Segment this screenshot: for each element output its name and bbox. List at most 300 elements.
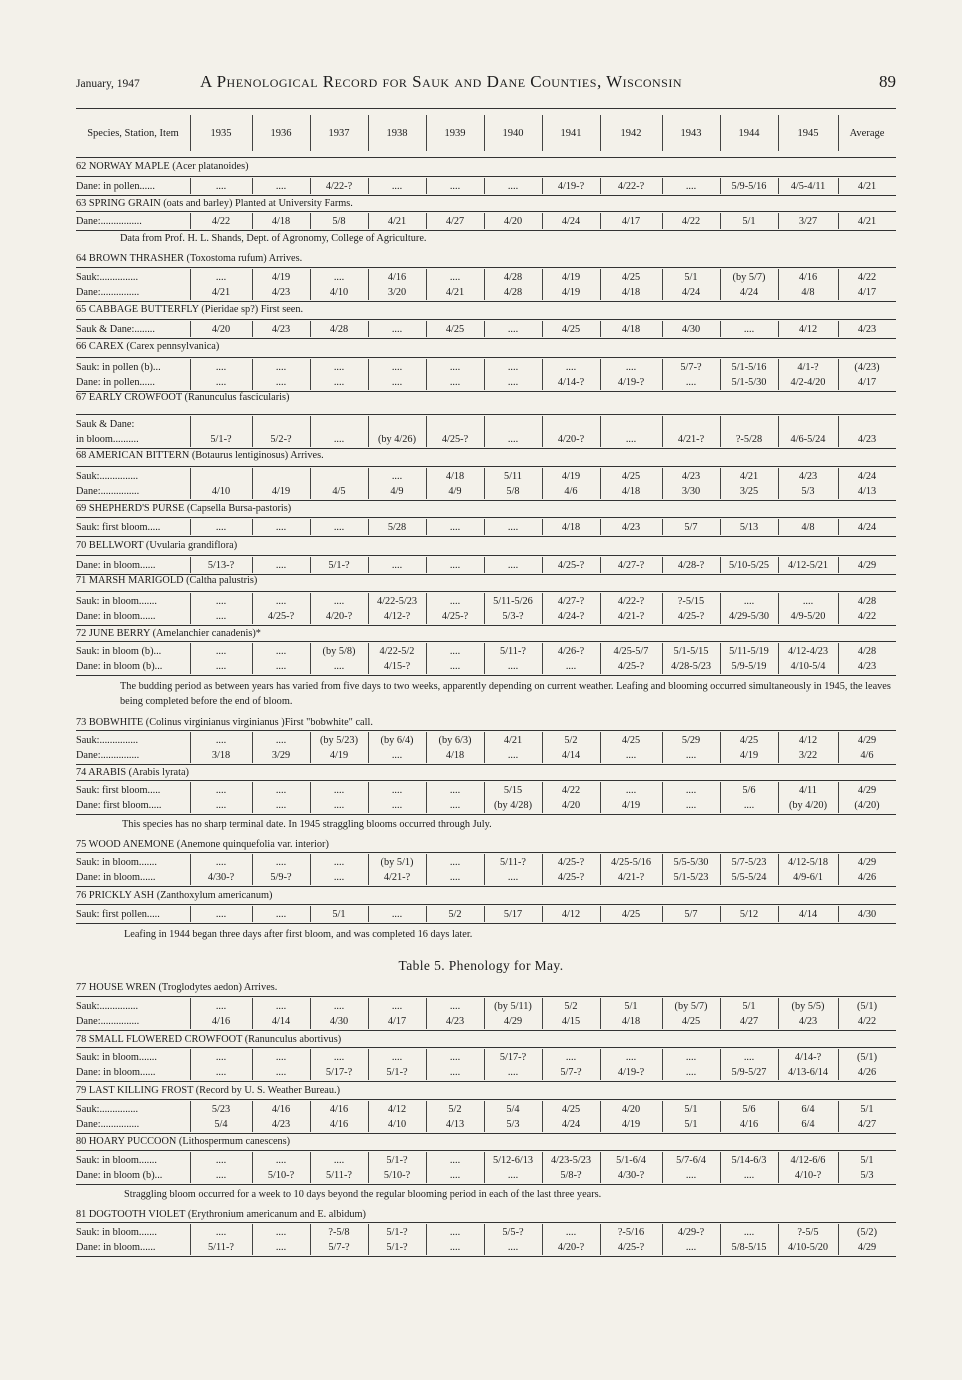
column-divider bbox=[720, 557, 721, 573]
data-cell: 4/6 bbox=[564, 486, 578, 497]
row-label: Sauk & Dane: bbox=[76, 419, 135, 430]
table-rule bbox=[76, 641, 896, 642]
data-cell: (by 5/11) bbox=[494, 1001, 532, 1012]
column-divider bbox=[426, 321, 427, 337]
data-cell: 5/11 bbox=[504, 471, 522, 482]
data-cell: 5/8-5/15 bbox=[731, 1242, 767, 1253]
column-divider bbox=[252, 213, 253, 229]
data-cell: 5/8 bbox=[332, 216, 346, 227]
column-divider bbox=[542, 359, 543, 390]
data-cell: 4/25-? bbox=[617, 661, 645, 672]
data-cell: .... bbox=[449, 1001, 461, 1012]
column-divider bbox=[778, 1049, 779, 1080]
column-divider bbox=[542, 416, 543, 447]
column-divider bbox=[368, 269, 369, 300]
data-cell: 4/20-? bbox=[325, 611, 353, 622]
column-divider bbox=[662, 178, 663, 194]
column-divider bbox=[252, 269, 253, 300]
data-cell: .... bbox=[449, 1242, 461, 1253]
column-divider bbox=[368, 359, 369, 390]
column-divider bbox=[720, 178, 721, 194]
column-divider bbox=[778, 593, 779, 624]
data-cell: .... bbox=[507, 434, 519, 445]
table5-title: Table 5. Phenology for May. bbox=[398, 958, 564, 973]
column-divider bbox=[190, 732, 191, 763]
data-cell: .... bbox=[275, 1001, 287, 1012]
data-cell: 5/17 bbox=[503, 909, 523, 920]
data-cell: .... bbox=[507, 1242, 519, 1253]
column-divider bbox=[838, 178, 839, 194]
data-cell: 5/7-? bbox=[328, 1242, 350, 1253]
column-divider bbox=[426, 416, 427, 447]
column-divider bbox=[310, 782, 311, 813]
data-cell: (by 6/3) bbox=[438, 735, 472, 746]
data-cell: 5/2 bbox=[448, 1104, 462, 1115]
data-cell: .... bbox=[565, 1052, 577, 1063]
data-cell: 5/3 bbox=[506, 1119, 520, 1130]
column-divider bbox=[252, 906, 253, 922]
data-cell: 4/12 bbox=[798, 735, 818, 746]
column-divider bbox=[838, 1101, 839, 1132]
data-cell: ?-5/15 bbox=[677, 596, 705, 607]
data-cell: 4/17 bbox=[387, 1016, 407, 1027]
data-cell: 4/14 bbox=[798, 909, 818, 920]
column-divider bbox=[720, 1152, 721, 1183]
data-cell: 5/4 bbox=[214, 1119, 228, 1130]
data-cell: .... bbox=[625, 434, 637, 445]
row-label: Dane:............... bbox=[76, 1016, 140, 1027]
data-cell: 4/23 bbox=[857, 661, 877, 672]
data-cell: 4/9-5/20 bbox=[790, 611, 826, 622]
column-divider bbox=[484, 178, 485, 194]
data-cell: .... bbox=[449, 522, 461, 533]
data-cell: 5/9-5/19 bbox=[731, 661, 767, 672]
table-rule bbox=[76, 1256, 896, 1257]
data-cell: .... bbox=[333, 785, 345, 796]
data-cell: 4/23 bbox=[445, 1016, 465, 1027]
data-cell: 5/23 bbox=[211, 1104, 231, 1115]
data-cell: 4/6 bbox=[860, 750, 874, 761]
data-cell: 4/22-5/2 bbox=[379, 646, 415, 657]
data-cell: 5/9-5/27 bbox=[731, 1067, 767, 1078]
row-label: Dane: first bloom..... bbox=[76, 800, 162, 811]
data-cell: .... bbox=[507, 181, 519, 192]
table-row bbox=[76, 1067, 896, 1081]
column-divider bbox=[778, 213, 779, 229]
data-cell: 4/12 bbox=[387, 1104, 407, 1115]
column-divider bbox=[838, 416, 839, 447]
table-rule bbox=[76, 555, 896, 556]
data-cell: .... bbox=[215, 611, 227, 622]
data-cell: 4/19 bbox=[561, 287, 581, 298]
data-cell: 4/28-5/23 bbox=[670, 661, 712, 672]
column-divider bbox=[484, 906, 485, 922]
data-cell: (5/1) bbox=[856, 1052, 877, 1063]
data-cell: 5/11-? bbox=[208, 1242, 234, 1253]
column-divider bbox=[426, 732, 427, 763]
row-label: Sauk: first bloom..... bbox=[76, 522, 161, 533]
data-cell: .... bbox=[449, 1227, 461, 1238]
data-cell: 4/10-5/4 bbox=[790, 661, 826, 672]
column-divider bbox=[662, 269, 663, 300]
column-divider bbox=[662, 213, 663, 229]
column-divider bbox=[778, 468, 779, 499]
data-cell: 4/18 bbox=[621, 486, 641, 497]
data-cell: .... bbox=[391, 909, 403, 920]
data-cell: .... bbox=[333, 1155, 345, 1166]
column-divider bbox=[778, 998, 779, 1029]
table-rule bbox=[76, 730, 896, 731]
data-cell: 5/1 bbox=[624, 1001, 638, 1012]
data-cell: 4/12-? bbox=[383, 611, 411, 622]
data-cell: 5/17-? bbox=[499, 1052, 527, 1063]
data-cell: .... bbox=[391, 471, 403, 482]
data-cell: 5/2 bbox=[564, 735, 578, 746]
column-divider bbox=[662, 998, 663, 1029]
data-cell: 4/23 bbox=[857, 434, 877, 445]
data-cell: .... bbox=[685, 1067, 697, 1078]
column-divider bbox=[600, 854, 601, 885]
row-label: Dane:................ bbox=[76, 216, 142, 227]
column-divider bbox=[542, 1101, 543, 1132]
column-divider bbox=[600, 416, 601, 447]
data-cell: 4/21 bbox=[739, 471, 759, 482]
data-cell: 5/9-5/16 bbox=[731, 181, 767, 192]
data-cell: 5/3 bbox=[801, 486, 815, 497]
column-divider bbox=[662, 321, 663, 337]
data-cell: 5/11-5/19 bbox=[729, 646, 769, 657]
data-cell: (by 5/7) bbox=[732, 272, 766, 283]
species-heading: 79 LAST KILLING FROST (Record by U. S. Weather Bureau.) bbox=[76, 1085, 340, 1096]
row-label: Sauk: in bloom (b)... bbox=[76, 646, 162, 657]
data-cell: (by 4/28) bbox=[493, 800, 533, 811]
data-cell: .... bbox=[275, 522, 287, 533]
column-divider bbox=[484, 519, 485, 535]
column-divider bbox=[310, 557, 311, 573]
data-cell: 4/15-? bbox=[383, 661, 411, 672]
column-divider bbox=[838, 643, 839, 674]
column-divider bbox=[310, 1224, 311, 1255]
column-divider bbox=[542, 854, 543, 885]
data-cell: 4/25 bbox=[681, 1016, 701, 1027]
column-divider bbox=[310, 468, 311, 499]
table-row bbox=[76, 1001, 896, 1015]
column-divider bbox=[484, 782, 485, 813]
column-divider bbox=[662, 906, 663, 922]
column-divider bbox=[542, 1049, 543, 1080]
data-cell: 4/23-5/23 bbox=[550, 1155, 592, 1166]
data-cell: 5/11-? bbox=[326, 1170, 352, 1181]
column-divider bbox=[838, 115, 839, 151]
column-divider bbox=[720, 468, 721, 499]
data-cell: .... bbox=[743, 1170, 755, 1181]
data-cell: 4/22 bbox=[857, 1016, 877, 1027]
column-divider bbox=[542, 178, 543, 194]
table-rule bbox=[76, 625, 896, 626]
column-divider bbox=[838, 1049, 839, 1080]
table-rule bbox=[76, 591, 896, 592]
column-divider bbox=[310, 178, 311, 194]
column-divider bbox=[838, 519, 839, 535]
data-cell: 4/22 bbox=[681, 216, 701, 227]
column-divider bbox=[368, 519, 369, 535]
column-divider bbox=[426, 269, 427, 300]
data-cell: .... bbox=[215, 857, 227, 868]
column-header: 1937 bbox=[328, 127, 350, 139]
column-divider bbox=[720, 213, 721, 229]
data-cell: .... bbox=[685, 1170, 697, 1181]
data-cell: .... bbox=[333, 872, 345, 883]
data-cell: 6/4 bbox=[801, 1104, 815, 1115]
data-cell: 4/21 bbox=[445, 287, 465, 298]
data-cell: 4/21 bbox=[211, 287, 231, 298]
column-divider bbox=[600, 782, 601, 813]
data-cell: .... bbox=[507, 1170, 519, 1181]
column-divider bbox=[190, 115, 191, 151]
data-cell: 5/29 bbox=[681, 735, 701, 746]
data-cell: 4/28 bbox=[329, 324, 349, 335]
data-cell: 4/30 bbox=[329, 1016, 349, 1027]
data-cell: 4/27-? bbox=[557, 596, 585, 607]
row-label: Dane: in bloom...... bbox=[76, 1067, 156, 1078]
data-cell: (by 5/7) bbox=[674, 1001, 708, 1012]
row-label: Dane:............... bbox=[76, 1119, 140, 1130]
data-cell: 4/22 bbox=[857, 611, 877, 622]
table-rule bbox=[76, 1150, 896, 1151]
data-cell: 5/1-5/23 bbox=[673, 872, 709, 883]
column-divider bbox=[190, 906, 191, 922]
column-divider bbox=[600, 519, 601, 535]
data-cell: 4/25-? bbox=[557, 560, 585, 571]
column-divider bbox=[662, 1101, 663, 1132]
column-divider bbox=[778, 854, 779, 885]
table-row bbox=[76, 800, 896, 814]
column-divider bbox=[426, 359, 427, 390]
data-cell: 5/7-? bbox=[560, 1067, 582, 1078]
column-divider bbox=[778, 1152, 779, 1183]
row-label: Sauk:............... bbox=[76, 272, 139, 283]
data-cell: 3/27 bbox=[798, 216, 818, 227]
data-cell: 4/23 bbox=[621, 522, 641, 533]
column-divider bbox=[190, 269, 191, 300]
data-cell: 4/28 bbox=[857, 596, 877, 607]
column-divider bbox=[542, 115, 543, 151]
data-cell: 5/1 bbox=[742, 216, 756, 227]
column-divider bbox=[720, 359, 721, 390]
table-row bbox=[76, 611, 896, 625]
table-rule bbox=[76, 764, 896, 765]
column-divider bbox=[542, 213, 543, 229]
data-cell: 4/20 bbox=[211, 324, 231, 335]
data-cell: .... bbox=[449, 785, 461, 796]
data-cell: 6/4 bbox=[801, 1119, 815, 1130]
data-cell: .... bbox=[275, 909, 287, 920]
species-heading: 76 PRICKLY ASH (Zanthoxylum americanum) bbox=[76, 890, 273, 901]
data-cell: .... bbox=[333, 661, 345, 672]
data-cell: 4/10-? bbox=[794, 1170, 822, 1181]
column-divider bbox=[426, 1224, 427, 1255]
data-cell: 4/10 bbox=[211, 486, 231, 497]
data-cell: .... bbox=[275, 1242, 287, 1253]
column-header: 1939 bbox=[444, 127, 466, 139]
column-divider bbox=[190, 519, 191, 535]
data-cell: 4/28 bbox=[503, 272, 523, 283]
species-heading: 65 CABBAGE BUTTERFLY (Pieridae sp?) First seen. bbox=[76, 304, 304, 315]
data-cell: 4/25 bbox=[621, 272, 641, 283]
table-row bbox=[76, 1119, 896, 1133]
column-divider bbox=[310, 359, 311, 390]
column-divider bbox=[252, 468, 253, 499]
column-divider bbox=[600, 732, 601, 763]
data-cell: .... bbox=[685, 750, 697, 761]
row-label: Sauk:............... bbox=[76, 1104, 139, 1115]
column-divider bbox=[484, 359, 485, 390]
column-divider bbox=[778, 643, 779, 674]
column-divider bbox=[600, 213, 601, 229]
data-cell: .... bbox=[391, 800, 403, 811]
data-cell: 5/11-? bbox=[500, 646, 526, 657]
table-row bbox=[76, 735, 896, 749]
column-divider bbox=[838, 854, 839, 885]
species-heading: 68 AMERICAN BITTERN (Botaurus lentiginosus) Arrives. bbox=[76, 450, 324, 461]
row-label: Sauk: in bloom....... bbox=[76, 1155, 157, 1166]
column-divider bbox=[542, 732, 543, 763]
species-heading: 64 BROWN THRASHER (Toxostoma rufum) Arrives. bbox=[76, 253, 303, 264]
data-cell: .... bbox=[507, 750, 519, 761]
data-cell: 5/28 bbox=[387, 522, 407, 533]
data-cell: .... bbox=[685, 181, 697, 192]
data-cell: 4/13 bbox=[857, 486, 877, 497]
data-cell: 5/9-? bbox=[270, 872, 292, 883]
table-row bbox=[76, 1227, 896, 1241]
data-cell: 4/25 bbox=[561, 1104, 581, 1115]
data-cell: 5/5-? bbox=[502, 1227, 524, 1238]
data-cell: .... bbox=[333, 596, 345, 607]
data-cell: 4/22-5/23 bbox=[376, 596, 418, 607]
species-heading: 81 DOGTOOTH VIOLET (Erythronium americanum and E. albidum) bbox=[76, 1209, 366, 1220]
column-divider bbox=[368, 416, 369, 447]
table-row bbox=[76, 1104, 896, 1118]
data-cell: 4/10-5/20 bbox=[787, 1242, 829, 1253]
table-rule bbox=[76, 923, 896, 924]
data-cell: 4/25 bbox=[621, 471, 641, 482]
data-cell: .... bbox=[215, 377, 227, 388]
data-cell: .... bbox=[743, 800, 755, 811]
column-divider bbox=[252, 321, 253, 337]
data-cell: .... bbox=[685, 1242, 697, 1253]
column-divider bbox=[310, 854, 311, 885]
data-cell: .... bbox=[215, 181, 227, 192]
table-row bbox=[76, 857, 896, 871]
data-cell: ?-5/5 bbox=[797, 1227, 819, 1238]
data-cell: 4/19-? bbox=[557, 181, 585, 192]
data-cell: 4/25-? bbox=[267, 611, 295, 622]
row-label: Dane:............... bbox=[76, 486, 140, 497]
column-divider bbox=[426, 178, 427, 194]
column-divider bbox=[662, 468, 663, 499]
data-cell: 4/15 bbox=[561, 1016, 581, 1027]
data-cell: 5/1-? bbox=[386, 1067, 408, 1078]
data-cell: 5/7 bbox=[684, 522, 698, 533]
data-cell: 4/9 bbox=[390, 486, 404, 497]
data-cell: 4/25-5/7 bbox=[613, 646, 649, 657]
data-cell: 4/29 bbox=[503, 1016, 523, 1027]
data-cell: 4/27 bbox=[739, 1016, 759, 1027]
column-divider bbox=[542, 269, 543, 300]
column-divider bbox=[368, 906, 369, 922]
column-divider bbox=[778, 416, 779, 447]
column-divider bbox=[190, 1049, 191, 1080]
data-cell: (4/20) bbox=[854, 800, 880, 811]
table-row bbox=[76, 785, 896, 799]
column-divider bbox=[310, 1101, 311, 1132]
data-cell: 5/8-? bbox=[560, 1170, 582, 1181]
table-row bbox=[76, 471, 896, 485]
species-heading: 77 HOUSE WREN (Troglodytes aedon) Arrives. bbox=[76, 982, 278, 993]
column-divider bbox=[252, 1101, 253, 1132]
data-cell: .... bbox=[449, 800, 461, 811]
data-cell: 4/22-? bbox=[325, 181, 353, 192]
table-rule bbox=[76, 466, 896, 467]
species-heading: 72 JUNE BERRY (Amelanchier canadenis)* bbox=[76, 628, 261, 639]
data-cell: 4/23 bbox=[857, 324, 877, 335]
column-divider bbox=[600, 178, 601, 194]
table-rule bbox=[76, 517, 896, 518]
data-cell: .... bbox=[743, 1227, 755, 1238]
data-cell: 4/12 bbox=[561, 909, 581, 920]
column-divider bbox=[426, 1101, 427, 1132]
table-row bbox=[76, 596, 896, 610]
column-divider bbox=[190, 178, 191, 194]
table-rule bbox=[76, 301, 896, 302]
column-divider bbox=[662, 782, 663, 813]
data-cell: 3/22 bbox=[798, 750, 818, 761]
column-divider bbox=[662, 643, 663, 674]
species-heading: 73 BOBWHITE (Colinus virginianus virginianus )First "bobwhite" call. bbox=[76, 717, 373, 728]
data-cell: 4/26-? bbox=[557, 646, 585, 657]
data-cell: 4/24 bbox=[561, 1119, 581, 1130]
data-cell: 4/10 bbox=[329, 287, 349, 298]
data-cell: 4/2-4/20 bbox=[790, 377, 826, 388]
data-cell: 4/21-? bbox=[677, 434, 705, 445]
column-divider bbox=[838, 732, 839, 763]
column-divider bbox=[190, 468, 191, 499]
data-cell: 4/29 bbox=[857, 1242, 877, 1253]
column-divider bbox=[368, 1101, 369, 1132]
species-heading: 67 EARLY CROWFOOT (Ranunculus fascicularis) bbox=[76, 392, 290, 403]
column-divider bbox=[368, 643, 369, 674]
data-cell: 5/12 bbox=[739, 909, 759, 920]
data-cell: 4/19 bbox=[329, 750, 349, 761]
column-divider bbox=[190, 557, 191, 573]
data-cell: 4/25 bbox=[445, 324, 465, 335]
species-heading: 66 CAREX (Carex pennsylvanica) bbox=[76, 341, 220, 352]
data-cell: 4/16 bbox=[329, 1119, 349, 1130]
data-cell: 4/23 bbox=[681, 471, 701, 482]
column-divider bbox=[600, 906, 601, 922]
data-cell: 4/16 bbox=[798, 272, 818, 283]
data-cell: .... bbox=[625, 362, 637, 373]
data-cell: .... bbox=[685, 800, 697, 811]
data-cell: 3/20 bbox=[387, 287, 407, 298]
column-divider bbox=[252, 782, 253, 813]
data-cell: 4/29 bbox=[857, 857, 877, 868]
data-cell: 4/22-? bbox=[617, 181, 645, 192]
data-cell: 4/23 bbox=[271, 1119, 291, 1130]
data-cell: 4/22 bbox=[857, 272, 877, 283]
data-cell: .... bbox=[215, 1052, 227, 1063]
section-note: Straggling bloom occurred for a week to 10 days beyond the regular blooming period in each of the last three years. bbox=[124, 1189, 602, 1200]
